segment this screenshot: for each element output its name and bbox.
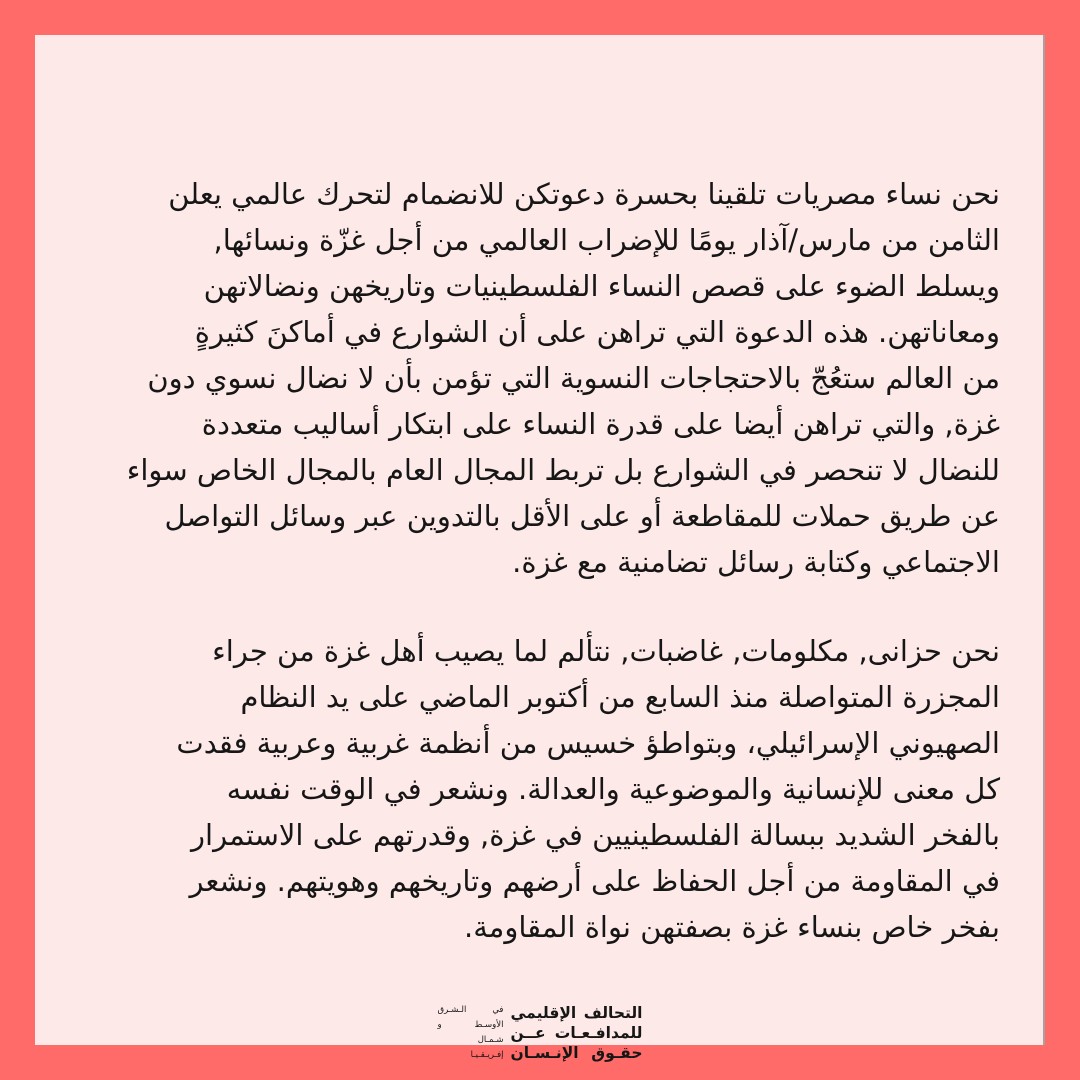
statement-line: بفخر خاص بنساء غزة بصفتهن نواة المقاومة. [464, 910, 1000, 944]
poster-inner [35, 35, 1045, 1062]
logo-side-line: في الـشـرق [437, 1005, 504, 1015]
statement-line: الاجتماعي وكتابة رسائل تضامنية مع غزة. [512, 545, 1000, 579]
org-logo [438, 1003, 643, 1063]
paragraph-1 [78, 171, 1000, 585]
logo-side-text [438, 1003, 504, 1063]
statement-line: نحن حزانى, مكلومات, غاضبات, نتألم لما يصيب أهل غزة من جراء [212, 634, 1000, 668]
statement-line: بالفخر الشديد ببسالة الفلسطينيين في غزة, وقدرتهم على الاستمرار [191, 818, 1000, 852]
logo-side-line: الأوسـط و [437, 1020, 504, 1030]
statement-line: للنضال لا تنحصر في الشوارع بل تربط المجال العام بالمجال الخاص سواء [126, 453, 1000, 487]
statement-line: في المقاومة من أجل الحفاظ على أرضهم وتاريخهم وهويتهم. ونشعر [189, 864, 1000, 898]
statement-line: الصهيوني الإسرائيلي، وبتواطؤ خسيس من أنظمة غربية وعربية فقدت [176, 726, 1000, 760]
statement-line: من العالم ستعُجّ بالاحتجاجات النسوية التي تؤمن بأن لا نضال نسوي دون [147, 361, 1000, 395]
statement-line: ويسلط الضوء على قصص النساء الفلسطينيات وتاريخهن ونضالاتهن [203, 269, 1000, 303]
statement-line: كل معنى للإنسانية والموضوعية والعدالة. ونشعر في الوقت نفسه [226, 772, 1000, 806]
statement-line: غزة, والتي تراهن أيضا على قدرة النساء على ابتكار أساليب متعددة [201, 407, 1000, 441]
statement-line: نحن نساء مصريات تلقينا بحسرة دعوتكن للانضمام لتحرك عالمي يعلن [168, 177, 1000, 211]
logo-main-line: للمدافـعـات عــن [510, 1024, 643, 1042]
statement-line: عن طريق حملات للمقاطعة أو على الأقل بالتدوين عبر وسائل التواصل [164, 499, 1000, 533]
statement-line: ومعاناتهن. هذه الدعوة التي تراهن على أن الشوارع في أماكنَ كثيرةٍ [194, 315, 1000, 349]
logo-side-line: شـمـال [477, 1035, 504, 1045]
paragraph-2 [78, 628, 1000, 950]
statement-line: المجزرة المتواصلة منذ السابع من أكتوبر الماضي على يد النظام [240, 680, 1000, 714]
statement-line: الثامن من مارس/آذار يومًا للإضراب العالمي من أجل غزّة ونسائها, [213, 223, 1000, 257]
logo-main-line: التحالف الإقليمي [510, 1004, 643, 1022]
edge-shadow-line [1043, 35, 1045, 1045]
logo-main-text [511, 1003, 643, 1063]
logo-side-line: إفـريـقـيـا [470, 1050, 504, 1060]
logo-main-line: حقـوق الإنـسـان [510, 1044, 643, 1062]
statement-text [78, 171, 1000, 993]
